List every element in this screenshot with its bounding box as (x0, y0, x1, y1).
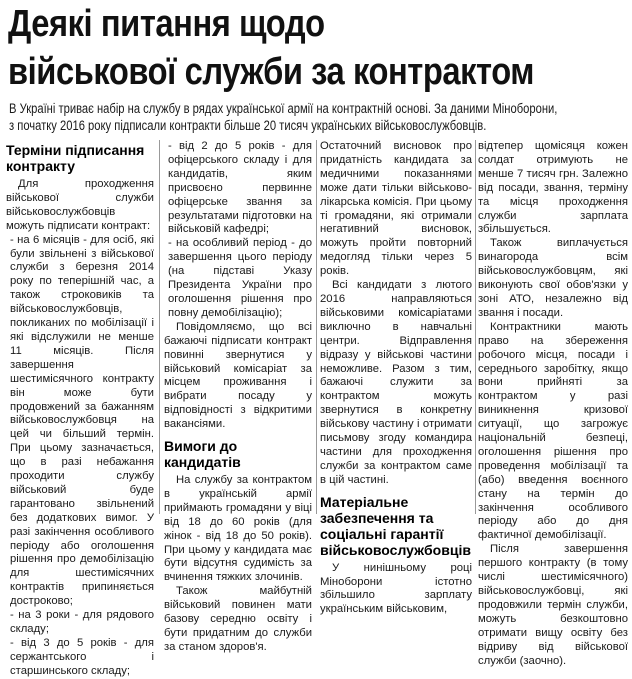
article-lead (9, 100, 590, 134)
section-heading-terms: Терміни підписання контракту (6, 142, 145, 174)
paragraph: Також виплачується винагорода всім військовослужбовцям, які виконують свої обов'язки у зоні АТО, незалежно від звання і посади. (478, 237, 628, 319)
list-item: - від 2 до 5 років - для офіцерського складу і для кандидатів, яким присвоєно первинне офіцерське звання за результатами підготовки на військовій кафедрі; (168, 140, 312, 236)
article-column-1 (6, 140, 154, 677)
list-item: - від 3 до 5 років - для сержантського і старшинського складу; (10, 636, 154, 677)
lead-line-1: В Україні триває набір на службу в рядах української армії на контрактній основі. За даними Міноборони, (9, 101, 558, 116)
paragraph: Остаточний висновок про придатність кандидата за медичними показаннями може дати тільки військово-лікарська комісія. При цьому ті громадяни, які отримали негативний висновок, можуть пройти повторний медогляд тільки через 5 років. (320, 140, 472, 278)
list-item: - на особливий період - до завершення цього періоду (на підставі Указу Президента України про оголошення рішення про повну демобілізацію); (168, 237, 312, 319)
list-item: - на 3 роки - для рядового складу; (10, 609, 154, 635)
article-column-4 (478, 140, 628, 667)
paragraph: На службу за контрактом в українській армії приймають громадяни у віці від 18 до 60 років (для жінок - від 18 до 50 років). При цьому у кандидата має бути відсутня судимість за вчинення тяжких злочинів. (164, 474, 312, 584)
column-divider (159, 140, 160, 514)
article-column-3 (320, 140, 472, 616)
paragraph: відтепер щомісяця кожен солдат отримують не менше 7 тисяч грн. Залежно від посади, звання, терміну та місця проходження служби зарплата збільшується. (478, 140, 628, 236)
column-divider (316, 140, 317, 514)
paragraph: Також майбутній військовий повинен мати базову середню освіту і бути придатним до служби за станом здоров'я. (164, 585, 312, 653)
paragraph: Для проходження військової служби військовослужбовців можуть підписати контракт: (6, 178, 154, 232)
paragraph: Повідомляємо, що всі бажаючі підписати контракт повинні звернутися у військовий комісаріат за місцем проживання і вибрати посаду у відповідності з відкритими вакансіями. (164, 320, 312, 431)
headline-line-1: Деякі питання щодо (8, 3, 325, 45)
lead-line-2: з початку 2016 року підписали контракти більше 20 тисяч українських військовослужбовців. (9, 118, 487, 133)
article-headline (8, 0, 538, 96)
headline-line-2: військової служби за контрактом (8, 51, 535, 93)
paragraph: Контрактники мають право на збереження робочого місця, посади і середнього заробітку, якщо вони прийняті за контрактом у разі виникнення кризової ситуації, що загрожує національній безпеці, оголошення рішення про проведення мобілізації та (або) введення воєнного стану на термін до закінчення особливого періоду або до дня фактичної демобілізації. (478, 320, 628, 542)
column-divider (475, 140, 476, 514)
section-heading-benefits: Матеріальне забезпечення та соціальні гарантії військовослужбовців (320, 493, 471, 558)
paragraph: Після завершення першого контракту (в тому числі шестимісячного) військовослужбовці, які продовжили термін служби, можуть безкоштовно отримати вищу освіту без відриву від військової служби (заочно). (478, 543, 628, 667)
section-heading-requirements: Вимоги до кандидатів (164, 438, 241, 471)
paragraph: У нинішньому році Міноборони істотно збільшило зарплату українським військовим, (320, 561, 472, 616)
list-item: - на 6 місяців - для осіб, які були звільнені з військової служби з березня 2014 року по теперішній час, а також строковиків та військовослужбовців, покликаних по мобілізації і які відслужили не менше 11 місяців. Після завершення шестимісячного контракту він може бути продовжений за бажанням військовослужбовця на цей чи більший термін. При цьому зазначається, що в разі небажання проходити службу військовий буде гарантовано звільнений без додаткових вимог. У разі закінчення особливого періоду або оголошення рішення про демобілізацію для шестимісячних контрактів припиняється достроково; (10, 233, 154, 608)
paragraph: Всі кандидати з лютого 2016 направляються військовими комісаріатами виключно в навчальні центри. Відправлення відразу у військові частини неможливе. Разом з тим, бажаючі служити за контрактом можуть звернутися в конкретну військову частину і отримати письмову згоду командира частини для проходження служби за контрактом саме в цій частині. (320, 279, 472, 486)
article-column-2 (164, 140, 312, 653)
